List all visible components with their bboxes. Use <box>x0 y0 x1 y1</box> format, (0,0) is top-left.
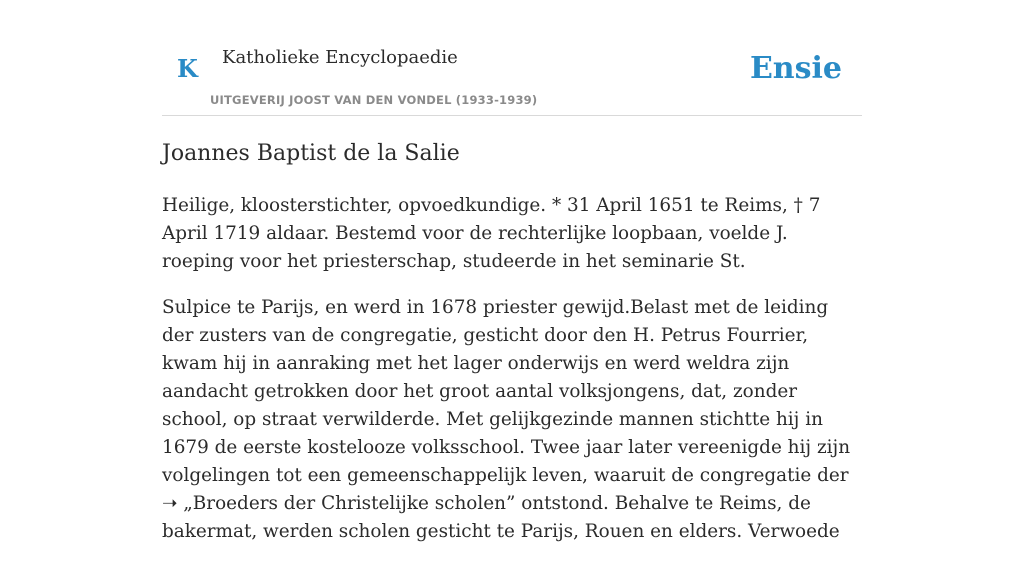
article-paragraph: Sulpice te Parijs, en werd in 1678 priester gewijd.Belast met de leiding der zusters van de congregatie, gesticht door den H. Petrus Fourrier, kwam hij in aanraking met het lager onderwijs en werd weldra zijn aandacht getrokken door het groot aantal volksjongens, dat, zonder school, op straat verwilderde. Met gelijkgezinde mannen stichtte hij in 1679 de eerste kostelooze volksschool. Twee jaar later vereenigde hij zijn volgelingen tot een gemeenschappelijk leven, waaruit de congregatie der ➝ „Broeders der Christelijke scholen” ontstond. Behalve te Reims, de bakermat, werden scholen gesticht te Parijs, Rouen en elders. Verwoede <box>162 297 851 542</box>
brand-logo[interactable]: Ensie <box>749 51 842 86</box>
logo-k[interactable]: K <box>177 54 198 83</box>
book-title[interactable]: Katholieke Encyclopaedie <box>222 47 458 68</box>
article-title: Joannes Baptist de la Salie <box>162 141 460 166</box>
article-paragraph: Heilige, kloosterstichter, opvoedkundige. * 31 April 1651 te Reims, † 7 April 1719 aldaar. Bestemd voor de rechterlijke loopbaan, voelde J. roeping voor het priesterschap, studeerde in het seminarie St. <box>162 195 821 272</box>
article-body <box>162 192 862 564</box>
site-header <box>162 40 862 116</box>
publisher-label: UITGEVERIJ JOOST VAN DEN VONDEL (1933-1939) <box>210 93 538 107</box>
